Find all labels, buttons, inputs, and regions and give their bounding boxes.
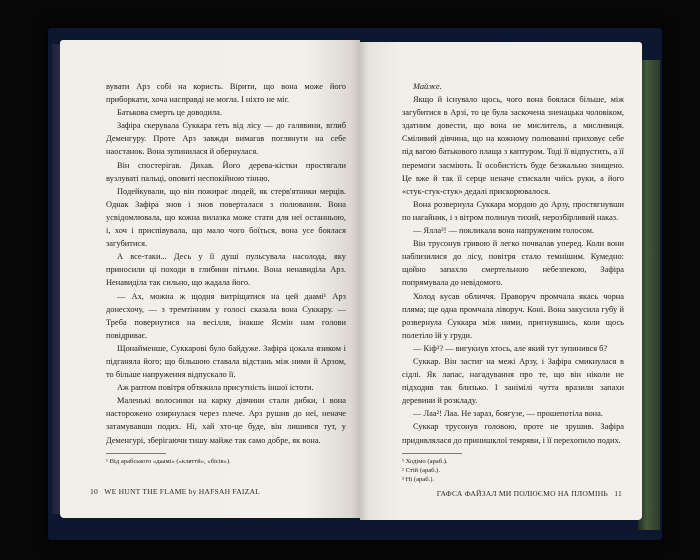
paragraph: — Ялла²! — покликала вона напруженим голосом. [413, 226, 594, 236]
footnote: ² Стій (араб.). [402, 466, 441, 474]
right-page-footer [437, 489, 622, 498]
paragraph: Аж раптом повітря обтяжила присутність іншої істоти. [117, 383, 314, 393]
right-page [360, 42, 642, 520]
left-page-body [106, 80, 346, 447]
paragraph: Суккар. Він застиг на межі Арзу, і Зафіра смикнулася в сідлі. Як лапас, нагадування про те, що він ніколи не підходив так близько. І занімілі чутта вразили запахи деревини й розкладу. [402, 356, 624, 406]
paragraph: Подейкували, що він пожирає людей, як стерв'ятники мерців. Однак Зафіра знов і знов поверталася з полювання. Вона усвідомлювала, що кожна вилазка може стати для неї останньою, і, хоч і приспівувала, що мало чого боїться, вона усе боялася загубитися. [106, 186, 346, 249]
paragraph: Зафіра скерувала Суккара геть від лісу — до галявини, вглиб Деменгуру. Проте Арз завжди вимагав поглянути на себе наостанок. Вона зупинилася й обернулася. [106, 121, 346, 157]
paragraph: — Ах, можна ж щодня витріщатися на цей даамі¹ Арз донесхочу, — з тремтінням у голосі сказала вона Суккару. — Треба повернутися на весілля, інакше Ясмін нам голови повідриває. [106, 291, 346, 340]
page-number: 10 [90, 487, 98, 496]
footnote: ¹ Від арабського «даамі» («кляттй», «бісів»). [106, 457, 231, 465]
footnote-rule [106, 453, 166, 454]
running-head: ГАФСА ФАЙЗАЛ МИ ПОЛЮЄМО НА ПЛОМІНЬ [436, 489, 608, 498]
footnote-rule [402, 453, 462, 454]
paragraph: А все-таки... Десь у її душі пульсувала насолода, яку приносили ці походи в глибини пітьми. Вона ненавиділа Арз. Ненавиділа так сильно, що жадала його. [106, 252, 346, 288]
paragraph: Батькова смерть це доводила. [117, 108, 222, 118]
paragraph: Якщо й існувало щось, чого вона боялася більше, між загубитися в Арзі, то це була заскочена зненацька чоловіком, здатним довести, що вона не мислитель, а мисливиця. Сміливий дівчина, що на кожному полюванні приховує себе під вагою батькового плаща з каптуром. Тоді її відпустить, а її перемоги засміють. Її особистість буде безжально знищено. Це вже й так її серце неначе стискали чиїсь руки, а його «стук-стук-стук» дедалі прискорювалося. [402, 95, 624, 196]
paragraph: Він спостерігав. Дихав. Його дерева-кістки простягали вузлуваті пальці, оповиті неспокійною тінню. [106, 160, 346, 183]
left-footnotes [106, 457, 346, 466]
paragraph: Холод кусав обличчя. Праворуч промчала якась чорна пляма; ще одна промчала ліворуч. Коні. Вона закусила губу й розвернула Суккара між ними, пригнувшись, коли щось полетіло їй у груди. [402, 291, 624, 340]
paragraph: Вона розвернула Суккара мордою до Арзу, простягнувши по нагайник, і з вітром полинув тихий, нерозбірливий наказ. [402, 199, 624, 222]
page-number: 11 [614, 489, 622, 498]
paragraph: Щонайменше, Суккарові було байдуже. Зафіра цокала язиком і підганяла його; що більшою ставала відстань між ними й Арзом, то більше напруження відпускало її. [106, 343, 346, 380]
paragraph: вувати Арз собі на користь. Вірити, що вона може його приборкати, хоча насправді не могла. І ніхто не міг. [106, 82, 346, 105]
left-page [60, 40, 360, 518]
right-footnotes [402, 457, 624, 484]
left-page-footer [90, 487, 260, 496]
paragraph: Він трусонув гривою й легко почвалав уперед. Коли вони наблизилися до лісу, повітря стало темнішим. Кумедно: щойно запахло смертельною небезпекою, Зафіра попрямувала до невідомого. [402, 239, 624, 288]
footnote: ³ Ні (араб.). [402, 475, 435, 483]
paragraph: — Кіф³? — вигукнув хтось, але який тут зупинився б? [413, 343, 608, 353]
paragraph: — Лаа²! Лаа. Не зараз, боягузе, — прошепотіла вона. [413, 409, 603, 419]
paragraph: Маленькі волосинки на карку дівчини стали дибки, і вона насторожено озирнулася через плече. Арз рушив до неї, неначе затамувавши подих. Ні, хай хто-це буде, він лишився тут, у Деменгурі, зберігаючи тишу майже так само добре, як вона. [106, 396, 346, 445]
running-head: WE HUNT THE FLAME by HAFSAH FAIZAL [104, 487, 261, 496]
footnote: ¹ Ходімо (араб.). [402, 457, 448, 465]
paragraph: Суккар трусонув головою, проте не зрушив. Зафіра придивлялася до принишклої темряви, і її перехопило подих. [402, 422, 624, 445]
right-page-body [402, 80, 624, 447]
paragraph: Майже. [413, 82, 442, 91]
